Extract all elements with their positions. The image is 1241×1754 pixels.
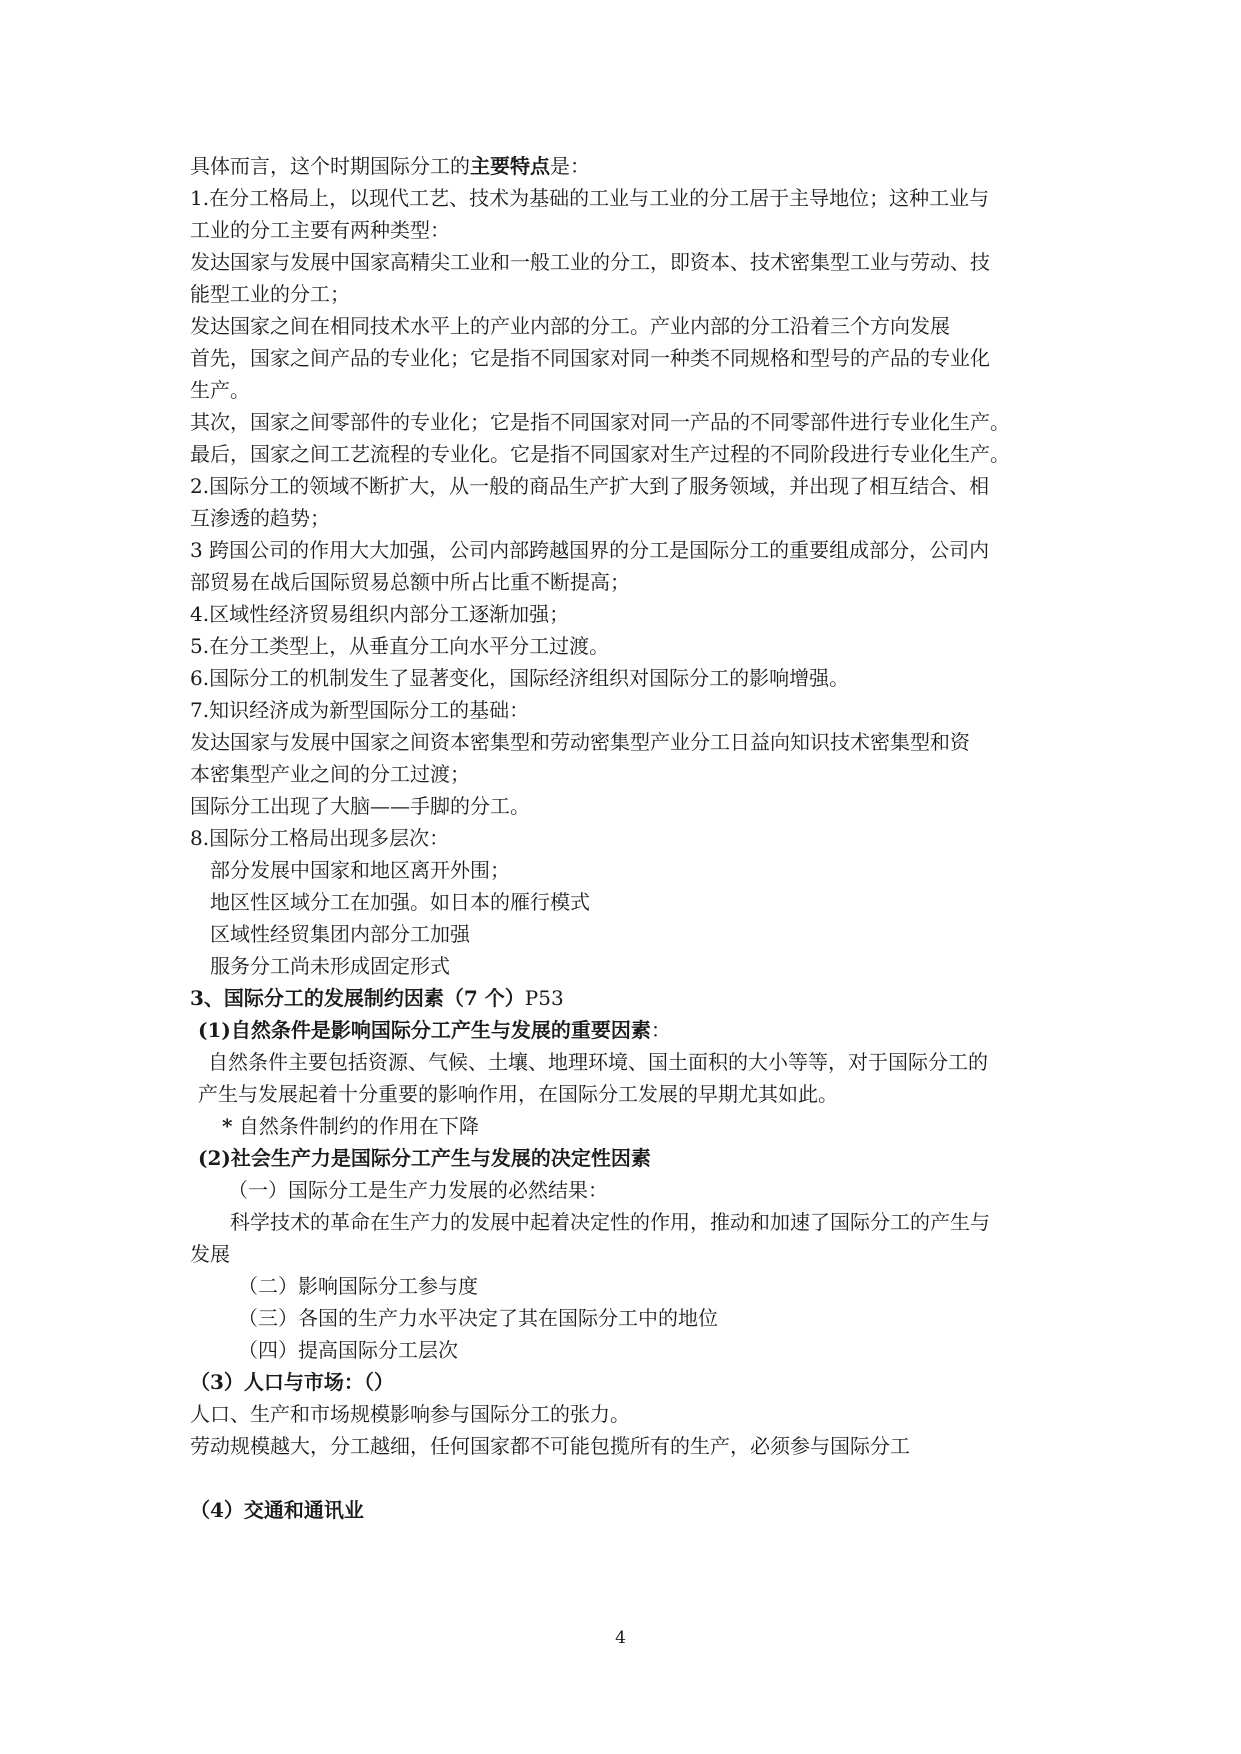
paragraph-technology: 科学技术的革命在生产力的发展中起着决定性的作用，推动和加速了国际分工的产生与	[230, 1210, 990, 1234]
paragraph-brain-hand: 国际分工出现了大脑——手脚的分工。	[190, 794, 530, 818]
paragraph-knowledge: 发达国家与发展中国家之间资本密集型和劳动密集型产业分工日益向知识技术密集型和资	[190, 730, 970, 754]
list-item-1: 1.在分工格局上，以现代工艺、技术为基础的工业与工业的分工居于主导地位；这种工业与	[190, 186, 990, 210]
section-heading-3: 3、国际分工的发展制约因素（7 个）P53	[190, 986, 564, 1010]
paragraph-labor: 劳动规模越大，分工越细，任何国家都不可能包揽所有的生产，必须参与国际分工	[190, 1434, 910, 1458]
list-item-5: 5.在分工类型上，从垂直分工向水平分工过渡。	[190, 634, 610, 658]
list-item-8: 8.国际分工格局出现多层次：	[190, 826, 450, 850]
sub-point-3: （三）各国的生产力水平决定了其在国际分工中的地位	[238, 1306, 718, 1330]
paragraph-type-b: 发达国家之间在相同技术水平上的产业内部的分工。产业内部的分工沿着三个方向发展	[190, 314, 950, 338]
sub-item-regional: 地区性区域分工在加强。如日本的雁行模式	[210, 890, 590, 914]
sub-point-4: （四）提高国际分工层次	[238, 1338, 458, 1362]
list-item-7: 7.知识经济成为新型国际分工的基础：	[190, 698, 530, 722]
sub-item-periphery: 部分发展中国家和地区离开外围；	[210, 858, 510, 882]
document-body	[190, 150, 1060, 1526]
subheading-population-market: （3）人口与市场：（）	[190, 1370, 394, 1394]
paragraph-second: 其次，国家之间零部件的专业化；它是指不同国家对同一产品的不同零部件进行专业化生产。	[190, 410, 1010, 434]
paragraph-natural-cont: 产生与发展起着十分重要的影响作用，在国际分工发展的早期尤其如此。	[198, 1082, 838, 1106]
subheading-transport: （4）交通和通讯业	[190, 1498, 364, 1522]
paragraph-first: 首先，国家之间产品的专业化；它是指不同国家对同一种类不同规格和型号的产品的专业化	[190, 346, 990, 370]
paragraph-population: 人口、生产和市场规模影响参与国际分工的张力。	[190, 1402, 630, 1426]
sub-item-service: 服务分工尚未形成固定形式	[210, 954, 450, 978]
sub-point-1: （一）国际分工是生产力发展的必然结果：	[228, 1178, 608, 1202]
list-item-3-cont: 部贸易在战后国际贸易总额中所占比重不断提高；	[190, 570, 630, 594]
paragraph-natural: 自然条件主要包括资源、气候、土壤、地理环境、国土面积的大小等等，对于国际分工的	[208, 1050, 988, 1074]
note-natural-decline: * 自然条件制约的作用在下降	[222, 1114, 479, 1138]
list-item-4: 4.区域性经济贸易组织内部分工逐渐加强；	[190, 602, 570, 626]
list-item-2-cont: 互渗透的趋势；	[190, 506, 330, 530]
paragraph-technology-cont: 发展	[190, 1242, 230, 1266]
sub-item-bloc: 区域性经贸集团内部分工加强	[210, 922, 470, 946]
subheading-natural-conditions: (1)自然条件是影响国际分工产生与发展的重要因素：	[198, 1018, 671, 1042]
asterisk-bullet: *	[222, 1114, 233, 1138]
paragraph-type-a: 发达国家与发展中国家高精尖工业和一般工业的分工，即资本、技术密集型工业与劳动、技	[190, 250, 990, 274]
list-item-3: 3 跨国公司的作用大大加强，公司内部跨越国界的分工是国际分工的重要组成部分，公司内	[190, 538, 990, 562]
paragraph-intro: 具体而言，这个时期国际分工的主要特点是：	[190, 154, 590, 178]
subheading-productivity: (2)社会生产力是国际分工产生与发展的决定性因素	[198, 1146, 651, 1170]
page-reference: P53	[524, 986, 564, 1010]
paragraph-type-a-cont: 能型工业的分工；	[190, 282, 350, 306]
emphasis-main-features: 主要特点	[470, 154, 550, 178]
paragraph-last: 最后，国家之间工艺流程的专业化。它是指不同国家对生产过程的不同阶段进行专业化生产。	[190, 442, 1010, 466]
page-number: 4	[615, 1628, 626, 1648]
list-item-1-cont: 工业的分工主要有两种类型：	[190, 218, 450, 242]
list-item-2: 2.国际分工的领域不断扩大，从一般的商品生产扩大到了服务领域，并出现了相互结合、相	[190, 474, 990, 498]
list-item-6: 6.国际分工的机制发生了显著变化，国际经济组织对国际分工的影响增强。	[190, 666, 850, 690]
blank-line	[190, 1462, 1060, 1494]
sub-point-2: （二）影响国际分工参与度	[238, 1274, 478, 1298]
paragraph-first-cont: 生产。	[190, 378, 250, 402]
paragraph-knowledge-cont: 本密集型产业之间的分工过渡；	[190, 762, 470, 786]
